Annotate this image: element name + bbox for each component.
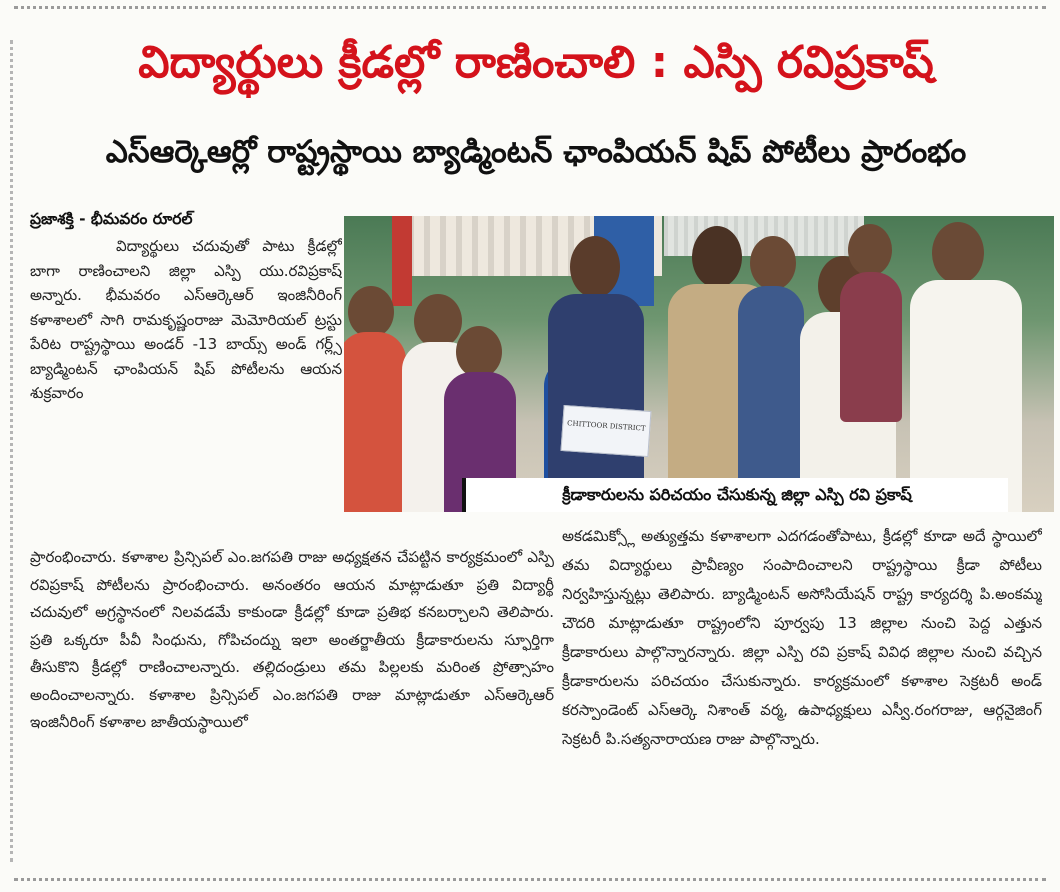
photo-caption: క్రీడాకారులను పరిచయం చేసుకున్న జిల్లా ఎస్పి రవి ప్రకాష్ [462,478,1008,512]
article-photo [344,216,1054,512]
left-body-column [30,544,554,874]
lead-paragraph: విద్యార్థులు చదువుతో పాటు క్రీడల్లో బాగా రాణించాలని జిల్లా ఎస్పి యు.రవిప్రకాష్ అన్నారు. భీమవరం ఎస్ఆర్కెఆర్ ఇంజినీరింగ్ కళాశాలలో సాగి రామకృష్ణంరాజు మెమోరియల్ ట్రస్టు పేరిట రాష్ట్రస్థాయి అండర్ -13 బాయ్స్ అండ్ గర్ల్స్ బ్యాడ్మింటన్ ఛాంపియన్ షిప్ పోటీలను ఆయన శుక్రవారం [30,237,342,402]
bottom-dotted-border [14,878,1046,881]
headline: విద్యార్థులు క్రీడల్లో రాణించాలి : ఎస్పి రవిప్రకాష్ [138,37,934,88]
top-dotted-border [14,6,1046,9]
photo-banner-red-strip [392,216,412,306]
right-body-paragraph: అకడమిక్స్లో అత్యుత్తమ కళాశాలగా ఎదగడంతోపాటు, క్రీడల్లో కూడా అదే స్థాయిలో తమ విద్యార్థులు ప్రావీణ్యం సంపాదించాలని రాష్ట్రస్థాయి క్రీడా పోటీలు నిర్వహిస్తున్నట్లు తెలిపారు. బ్యాడ్మింటన్ అసోసియేషన్ రాష్ట్ర కార్యదర్శి పి.అంకమ్మ చౌదరి మాట్లాడుతూ రాష్ట్రంలోని పూర్వపు 13 జిల్లాల నుంచి పెద్ద ఎత్తున క్రీడాకారులు పాల్గొన్నారన్నారు. జిల్లా ఎస్పి రవి ప్రకాష్ వివిధ జిల్లాల నుంచి వచ్చిన క్రీడాకారులను పరిచయం చేసుకున్నారు. కార్యక్రమంలో కళాశాల సెక్రటరీ అండ్ కరస్పాండెంట్ ఎస్ఆర్కె నిశాంత్ వర్మ, ఉపాధ్యక్షులు ఎస్వీ.రంగరాజు, ఆర్గనైజింగ్ సెక్రటరీ పి.సత్యనారాయణ రాజు పాల్గొన్నారు. [562,527,1042,748]
left-body-paragraph: ప్రారంభించారు. కళాశాల ప్రిన్సిపల్ ఎం.జగపతి రాజు అధ్యక్షతన చేపట్టిన కార్యక్రమంలో ఎస్పి రవిప్రకాష్ పోటీలను ప్రారంభించారు. అనంతరం ఆయన మాట్లాడుతూ ప్రతి విద్యార్థీ చదువులో అగ్రస్థానంలో నిలవడమే కాకుండా క్రీడల్లో కూడా ప్రతిభ కనబర్చాలని తెలిపారు. ప్రతి ఒక్కరూ పీవీ సింధును, గోపిచంద్ను ఇలా అంతర్జాతీయ క్రీడాకారులను స్ఫూర్తిగా తీసుకొని క్రీడల్లో రాణించాలన్నారు. తల్లిదండ్రులు తమ పిల్లలకు మరింత ప్రోత్సాహం అందించాలన్నారు. కళాశాల ప్రిన్సిపల్ ఎం.జగపతి రాజు మాట్లాడుతూ ఎస్ఆర్కెఆర్ ఇంజినీరింగ్ కళాశాల జాతీయస్థాయిలో [30,548,554,731]
certificate-card: CHITTOOR DISTRICT [561,405,652,457]
dateline: ప్రజాశక్తి - భీమవరం రూరల్ [30,210,193,228]
lead-paragraph-column [30,234,342,530]
right-body-column [562,522,1042,872]
subheadline: ఎస్ఆర్కెఆర్లో రాష్ట్రస్థాయి బ్యాడ్మింటన్ ఛాంపియన్ షిప్ పోటీలు ప్రారంభం [105,134,967,170]
left-dotted-border [10,40,13,862]
